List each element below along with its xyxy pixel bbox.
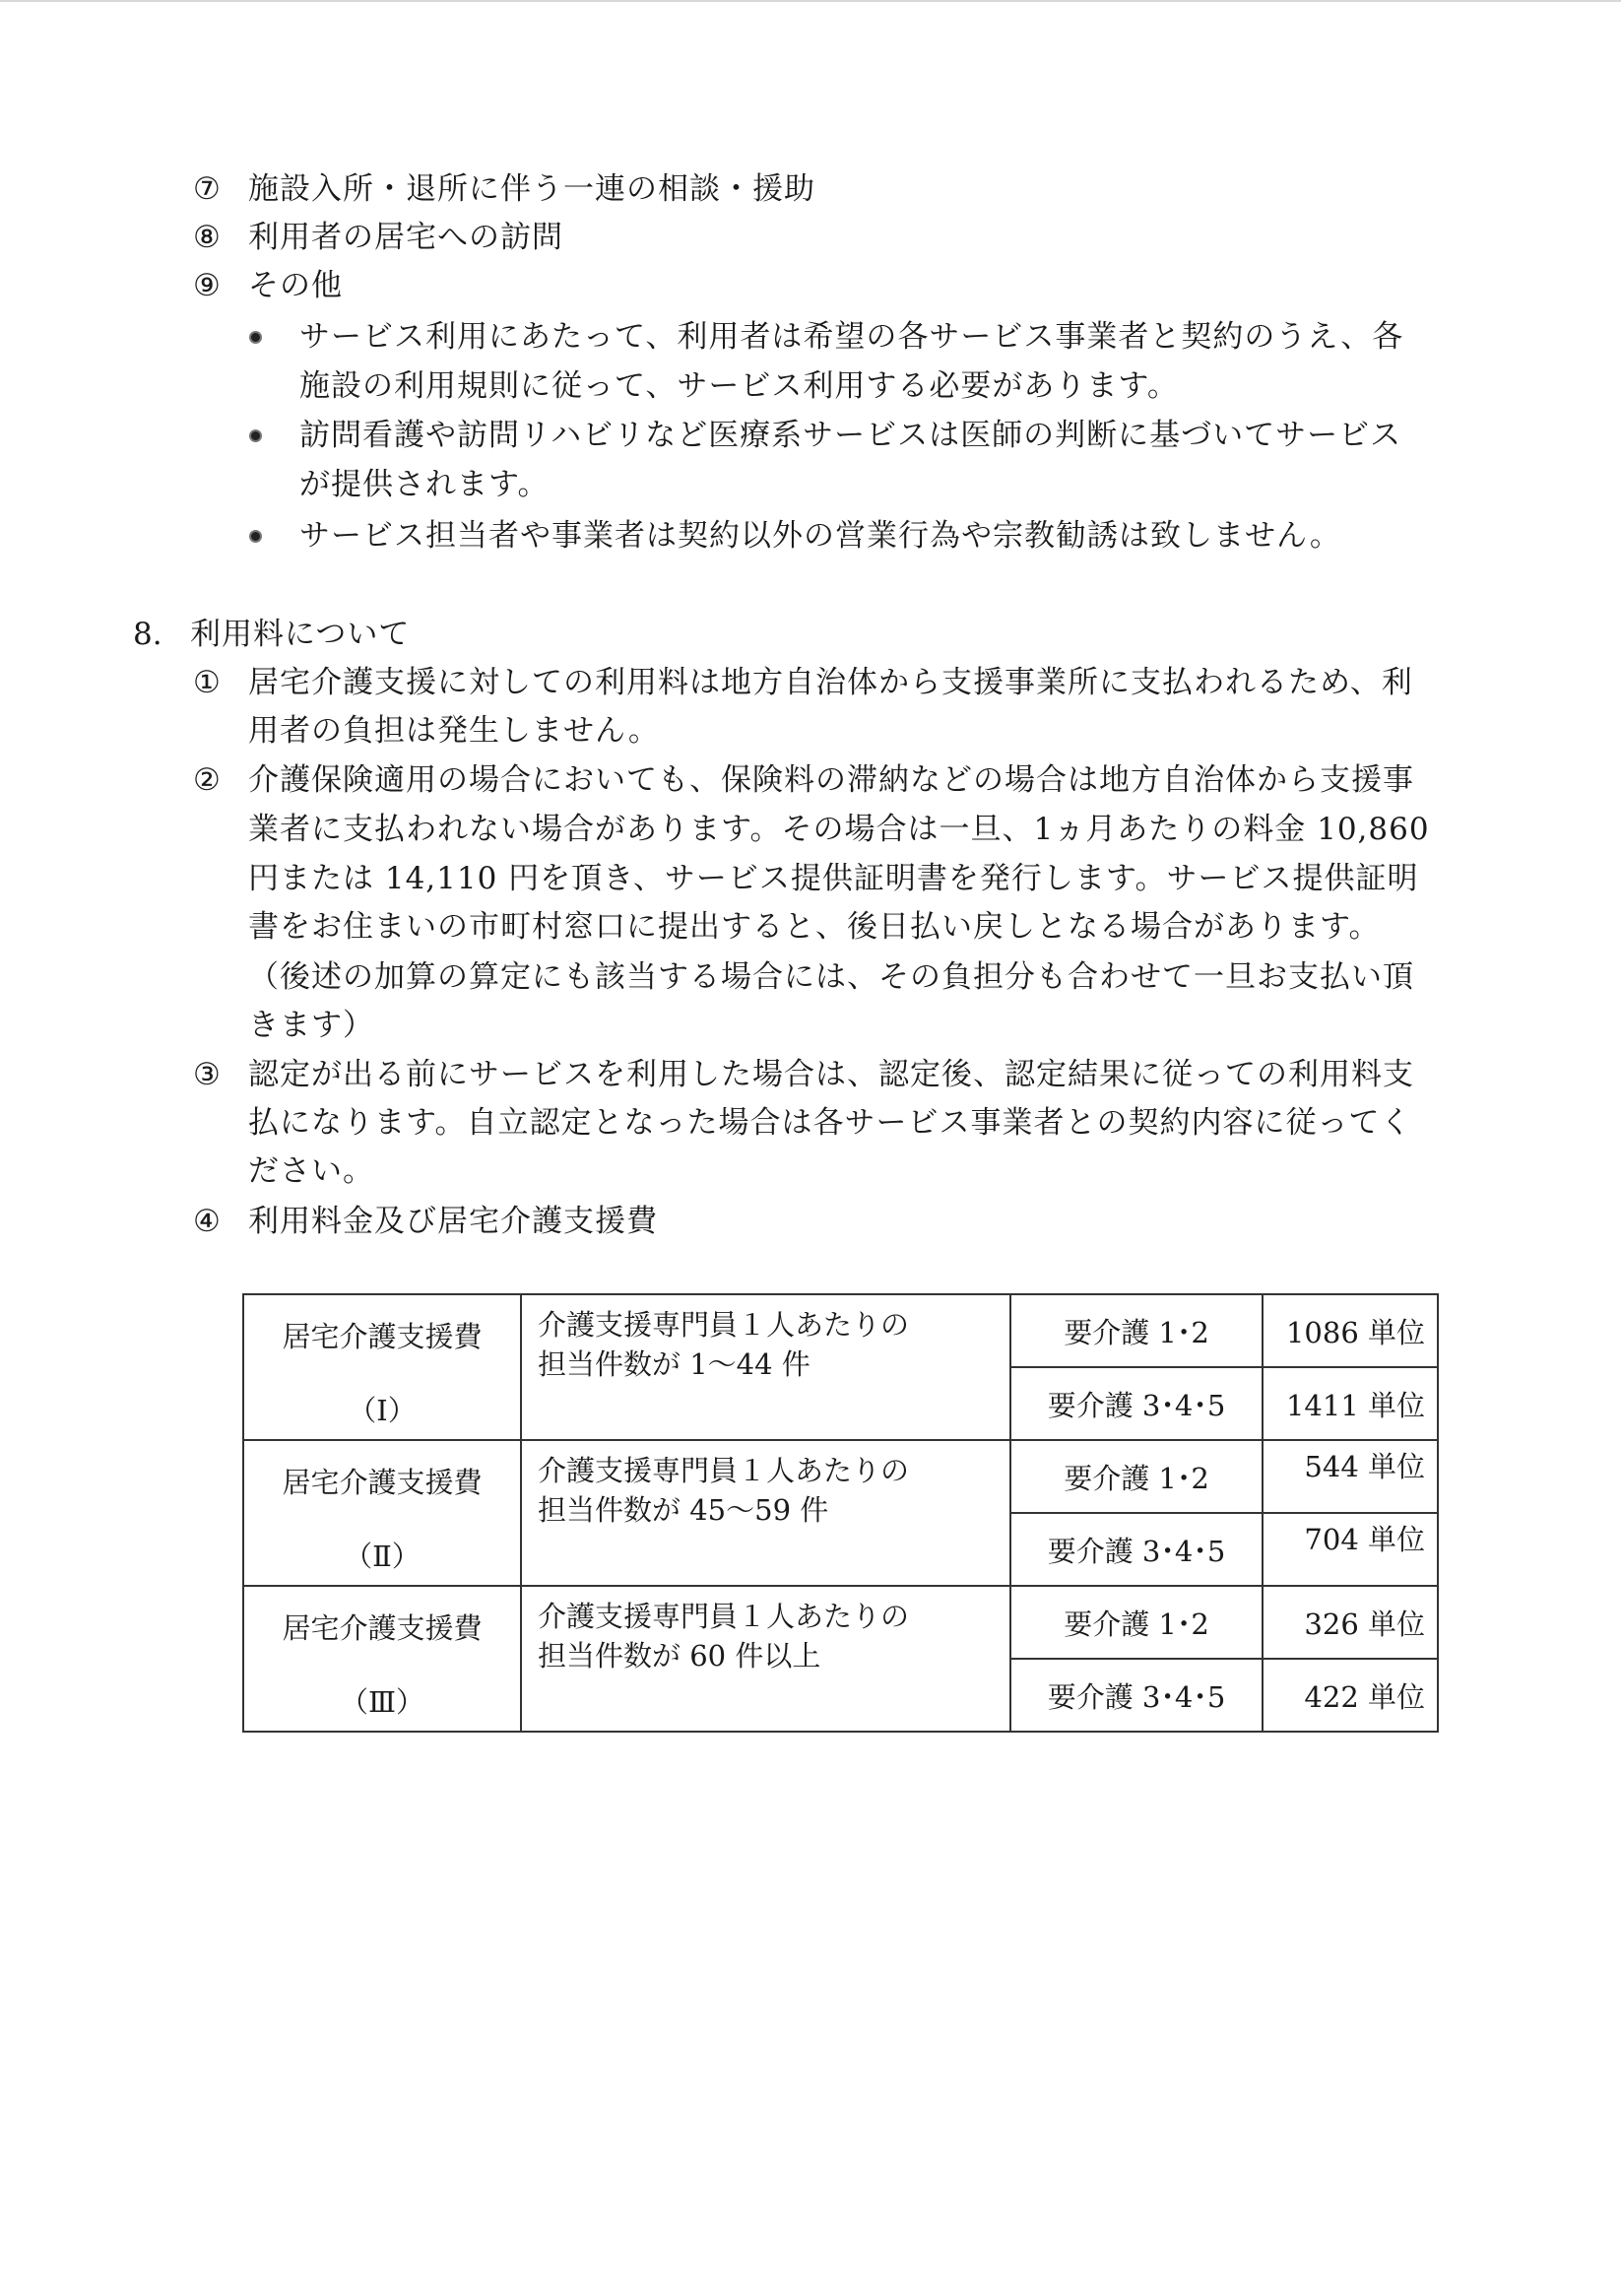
care-level-cell: 要介護 1･2 (1010, 1586, 1263, 1659)
fee-category-grade: （Ⅰ） (348, 1394, 417, 1427)
fee-category-grade: （Ⅱ） (344, 1540, 421, 1573)
care-level-cell: 要介護 3･4･5 (1010, 1659, 1263, 1732)
units-value: 422 単位 (1304, 1680, 1425, 1714)
units-value: 544 単位 (1304, 1450, 1425, 1483)
caseload-description-cell (521, 1586, 1010, 1732)
caseload-description-cell (521, 1440, 1010, 1586)
item-9-text: その他 (248, 268, 343, 303)
units-cell (1263, 1586, 1438, 1659)
fee-category-cell (243, 1440, 521, 1586)
item-1-line-1: 居宅介護支援に対しての利用料は地方自治体から支援事業所に支払われるため、利 (248, 665, 1413, 700)
units-cell (1263, 1294, 1438, 1367)
units-value: 1411 単位 (1285, 1389, 1425, 1422)
fee-category-name: 居宅介護支援費 (282, 1466, 483, 1499)
item-1-number: ① (193, 665, 221, 700)
item-7-text: 施設入所・退所に伴う一連の相談・援助 (248, 171, 815, 207)
caseload-line-2: 担当件数が 60 件以上 (538, 1639, 821, 1673)
bullet-dot-icon (251, 333, 260, 342)
care-level-cell: 要介護 3･4･5 (1010, 1367, 1263, 1440)
caseload-line-1: 介護支援専門員１人あたりの (538, 1600, 910, 1633)
bullet-dot-icon (251, 431, 260, 440)
units-cell (1263, 1367, 1438, 1440)
item-2-line-4: 書をお住まいの市町村窓口に提出すると、後日払い戻しとなる場合があります。 (248, 909, 1381, 945)
item-3-line-2: 払になります。自立認定となった場合は各サービス事業者との契約内容に従ってく (248, 1105, 1412, 1141)
units-cell (1263, 1513, 1438, 1586)
bullet-1-line-2: 施設の利用規則に従って、サービス利用する必要があります。 (299, 368, 1179, 404)
units-value: 1086 単位 (1285, 1316, 1425, 1349)
caseload-description-cell (521, 1294, 1010, 1440)
bullet-dot-icon (251, 532, 260, 541)
table-row (243, 1586, 1438, 1659)
caseload-line-2: 担当件数が 1～44 件 (538, 1347, 810, 1381)
item-9-number: ⑨ (193, 268, 221, 303)
item-4-line-1: 利用料金及び居宅介護支援費 (248, 1204, 658, 1239)
fee-category-name: 居宅介護支援費 (282, 1611, 483, 1645)
item-2-line-6: きます） (248, 1008, 374, 1043)
caseload-line-1: 介護支援専門員１人あたりの (538, 1308, 910, 1342)
item-2-line-1: 介護保険適用の場合においても、保険料の滞納などの場合は地方自治体から支援事 (248, 762, 1414, 798)
bullet-3-line-1: サービス担当者や事業者は契約以外の営業行為や宗教勧誘は致しません。 (299, 518, 1341, 554)
fee-category-grade: （Ⅲ） (340, 1685, 424, 1719)
item-3-number: ③ (193, 1057, 221, 1092)
care-level-cell: 要介護 1･2 (1010, 1294, 1263, 1367)
item-4-number: ④ (193, 1204, 221, 1239)
fee-category-cell (243, 1586, 521, 1732)
item-1-line-2: 用者の負担は発生しません。 (248, 713, 660, 749)
units-cell (1263, 1440, 1438, 1513)
page-top-border (0, 0, 1621, 2)
item-2-line-2: 業者に支払われない場合があります。その場合は一旦、1ヵ月あたりの料金 10,860 (248, 812, 1430, 847)
units-cell (1263, 1659, 1438, 1732)
bullet-2-line-2: が提供されます。 (299, 467, 550, 502)
caseload-line-1: 介護支援専門員１人あたりの (538, 1454, 910, 1487)
section-8-number: 8. (133, 617, 162, 652)
care-level-cell: 要介護 1･2 (1010, 1440, 1263, 1513)
units-value: 704 単位 (1304, 1523, 1425, 1556)
item-3-line-3: ださい。 (248, 1153, 374, 1189)
bullet-1-line-1: サービス利用にあたって、利用者は希望の各サービス事業者と契約のうえ、各 (299, 319, 1404, 355)
fee-category-cell (243, 1294, 521, 1440)
item-8-number: ⑧ (193, 220, 221, 255)
item-7-number: ⑦ (193, 171, 221, 207)
item-2-number: ② (193, 762, 221, 798)
item-8-text: 利用者の居宅への訪問 (248, 220, 563, 255)
table-row (243, 1294, 1438, 1367)
section-8-title: 利用料について (190, 617, 411, 652)
table-row (243, 1440, 1438, 1513)
care-level-cell: 要介護 3･4･5 (1010, 1513, 1263, 1586)
item-3-line-1: 認定が出る前にサービスを利用した場合は、認定後、認定結果に従っての利用料支 (248, 1057, 1414, 1092)
caseload-line-2: 担当件数が 45～59 件 (538, 1493, 829, 1527)
item-2-line-5: （後述の加算の算定にも該当する場合には、その負担分も合わせて一旦お支払い頂 (248, 959, 1414, 995)
units-value: 326 単位 (1304, 1607, 1425, 1641)
bullet-2-line-1: 訪問看護や訪問リハビリなど医療系サービスは医師の判断に基づいてサービス (299, 418, 1402, 453)
fee-category-name: 居宅介護支援費 (282, 1320, 483, 1353)
item-2-line-3: 円または 14,110 円を頂き、サービス提供証明書を発行します。サービス提供証明 (248, 861, 1419, 896)
fee-table (242, 1293, 1439, 1733)
